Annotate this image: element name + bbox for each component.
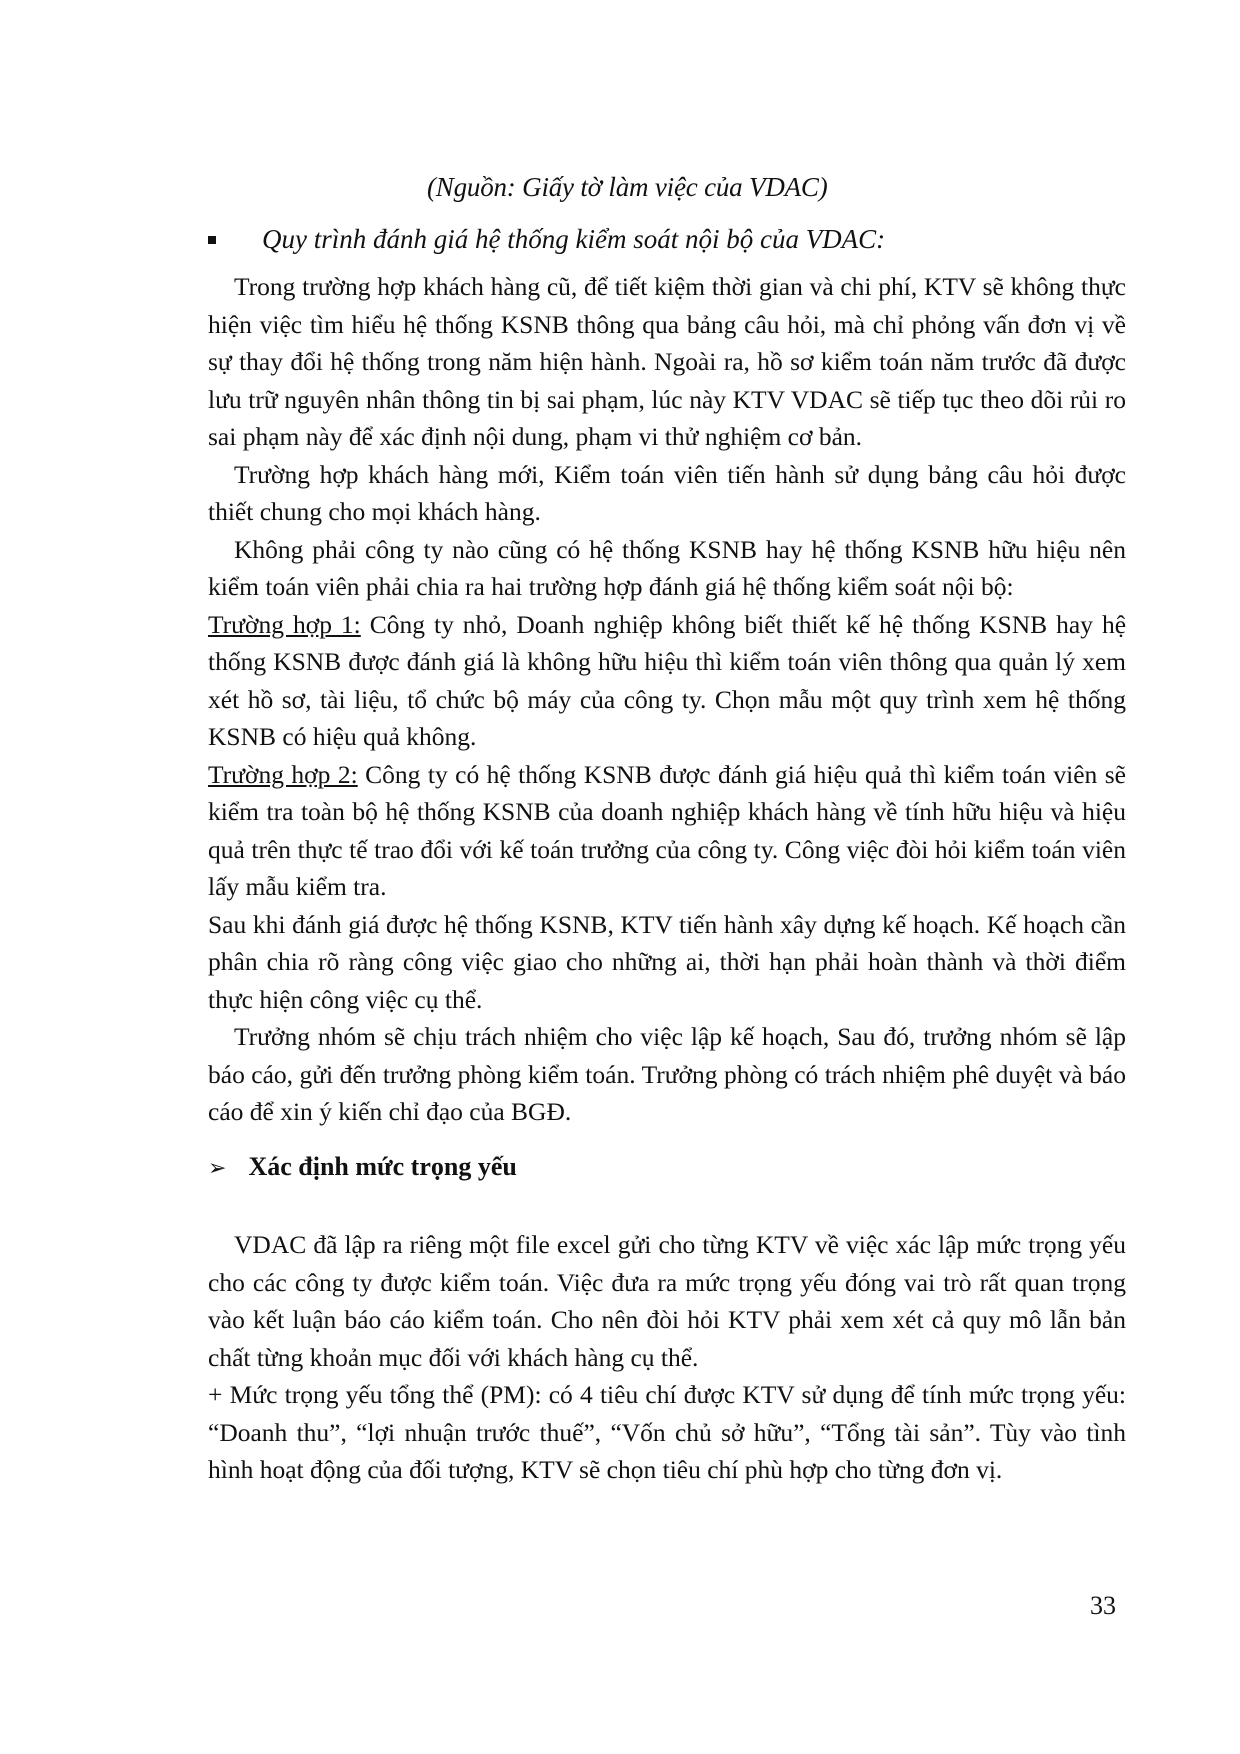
paragraph-excel-file: VDAC đã lập ra riêng một file excel gửi cho từng KTV về việc xác lập mức trọng yếu cho các công ty được kiểm toán. Việc đưa ra mức trọng yếu đóng vai trò rất quan trọng vào kết luận báo cáo kiểm toán. Cho nên đòi hỏi KTV phải xem xét cả quy mô lẫn bản chất từng khoản mục đối với khách hàng cụ thể.: [208, 1230, 1126, 1372]
case-1-text: Công ty nhỏ, Doanh nghiệp không biết thiết kế hệ thống KSNB hay hệ thống KSNB được đánh giá là không hữu hiệu thì kiểm toán viên thông qua quản lý xem xét hồ sơ, tài liệu, tổ chức bộ máy của công ty. Chọn mẫu một quy trình xem hệ thống KSNB có hiệu quả không.: [208, 609, 1127, 751]
case-2-label: Trường hợp 2:: [208, 759, 358, 789]
case-1-label: Trường hợp 1:: [208, 609, 361, 639]
paragraph-overall-materiality: + Mức trọng yếu tổng thể (PM): có 4 tiêu chí được KTV sử dụng để tính mức trọng yếu: “Doanh thu”, “lợi nhuận trước thuế”, “Vốn chủ sở hữu”, “Tổng tài sản”. Tùy vào tình hình hoạt động của đối tượng, KTV sẽ chọn tiêu chí phù hợp cho từng đơn vị.: [208, 1380, 1126, 1484]
paragraph-two-cases: Không phải công ty nào cũng có hệ thống KSNB hay hệ thống KSNB hữu hiệu nên kiểm toán viên phải chia ra hai trường hợp đánh giá hệ thống kiểm soát nội bộ:: [208, 534, 1126, 601]
body-section-2: [208, 1226, 1126, 1489]
case-2-text: Công ty có hệ thống KSNB được đánh giá hiệu quả thì kiểm toán viên sẽ kiểm tra toàn bộ hệ thống KSNB của doanh nghiệp khách hàng về tính hữu hiệu và hiệu quả trên thực tế trao đổi với kế toán trưởng của công ty. Công việc đòi hỏi kiểm toán viên lấy mẫu kiểm tra.: [208, 759, 1127, 901]
paragraph-case-2: [208, 756, 1126, 906]
page-number: 33: [1090, 1591, 1116, 1620]
paragraph-case-1: [208, 606, 1126, 756]
section-heading-text: Xác định mức trọng yếu: [248, 1152, 517, 1181]
source-caption: (Nguồn: Giấy tờ làm việc của VDAC): [427, 172, 828, 202]
section-heading: [208, 1152, 517, 1182]
paragraph-planning: Sau khi đánh giá được hệ thống KSNB, KTV tiến hành xây dựng kế hoạch. Kế hoạch cần phân chia rõ ràng công việc giao cho những ai, thời hạn phải hoàn thành và thời điểm thực hiện công việc cụ thể.: [208, 909, 1126, 1014]
paragraph-team-lead: Trưởng nhóm sẽ chịu trách nhiệm cho việc lập kế hoạch, Sau đó, trưởng nhóm sẽ lập báo cáo, gửi đến trưởng phòng kiểm toán. Trưởng phòng có trách nhiệm phê duyệt và báo cáo để xin ý kiến chỉ đạo của BGĐ.: [208, 1022, 1126, 1126]
square-bullet-icon: [208, 236, 216, 244]
paragraph-old-clients: Trong trường hợp khách hàng cũ, để tiết kiệm thời gian và chi phí, KTV sẽ không thực hiện việc tìm hiểu hệ thống KSNB thông qua bảng câu hỏi, mà chỉ phỏng vấn đơn vị về sự thay đổi hệ thống trong năm hiện hành. Ngoài ra, hồ sơ kiểm toán năm trước đã được lưu trữ nguyên nhân thông tin bị sai phạm, lúc này KTV VDAC sẽ tiếp tục theo dõi rủi ro sai phạm này để xác định nội dung, phạm vi thử nghiệm cơ bản.: [208, 272, 1126, 451]
arrow-bullet-icon: ➢: [208, 1155, 227, 1180]
bullet-heading: [208, 224, 885, 255]
body-section-1: [208, 268, 1126, 1131]
bullet-heading-text: Quy trình đánh giá hệ thống kiểm soát nội bộ của VDAC:: [262, 224, 886, 254]
paragraph-new-clients: Trường hợp khách hàng mới, Kiểm toán viên tiến hành sử dụng bảng câu hỏi được thiết chung cho mọi khách hàng.: [208, 459, 1126, 526]
